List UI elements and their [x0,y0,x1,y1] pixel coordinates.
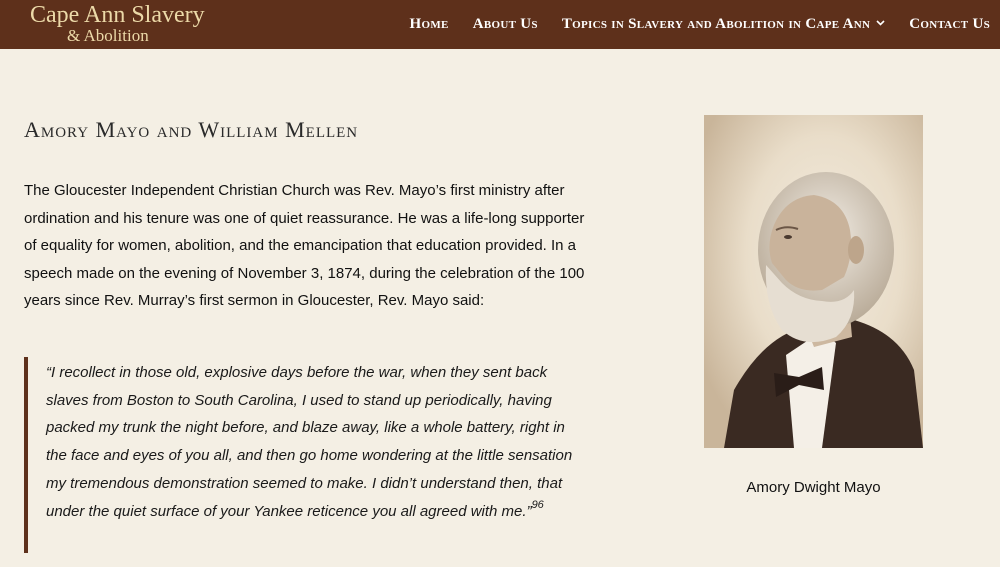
site-logo[interactable] [30,3,205,44]
nav-contact-us-label: Contact Us [909,16,990,32]
chevron-down-icon [876,18,885,29]
nav-topics-label: Topics in Slavery and Abolition in Cape Ann [561,16,871,32]
site-header [0,0,1000,49]
portrait-photo [704,115,923,448]
intro-paragraph: The Gloucester Independent Christian Church was Rev. Mayo’s first ministry after ordination and his tenure was one of quiet reassurance. He was a life-long supporter of equality for women, abolition, and the emancipation that education provided. In a speech made on the evening of November 3, 1874, during the celebration of the 100 years since Rev. Murray’s first sermon in Gloucester, Rev. Mayo said: [24,182,585,309]
nav-topics[interactable] [562,16,885,33]
nav-about-us-label: About Us [472,16,538,32]
nav-home-label: Home [409,16,449,32]
portrait-caption: Amory Dwight Mayo [746,479,881,496]
page-title: Amory Mayo and William Mellen [24,117,359,142]
nav-contact-us[interactable] [909,16,990,33]
quote-body: “I recollect in those old, explosive days before the war, when they sent back slaves from Boston to South Carolina, I used to stand up periodically, having packed my trunk the night before, and blaze away, like a whole battery, right in the face and eyes of you all, and then go home wondering at the little sensation my tremendous demonstration seemed to make. I didn’t understand then, that under the quiet surface of your Yankee reticence you all agreed with me.” [46,364,573,520]
logo-line2: & Abolition [67,26,149,45]
quote-text [46,359,586,527]
speech-quote [24,357,588,553]
nav-home[interactable] [410,16,449,33]
nav-about-us[interactable] [473,16,538,33]
logo-line1: Cape Ann Slavery [30,2,205,28]
main-nav [410,16,990,33]
footnote-marker[interactable]: 96 [531,498,544,511]
